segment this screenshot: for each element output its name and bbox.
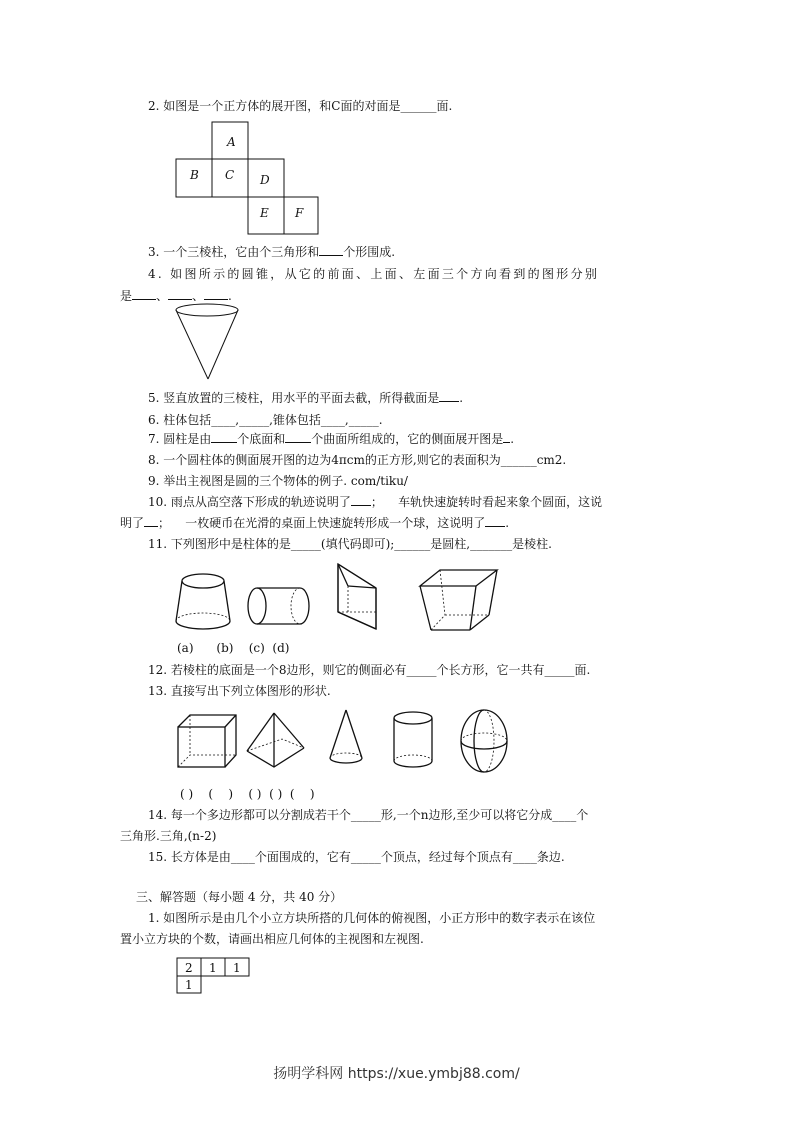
question-8: 8. 一个圆柱体的侧面展开图的边为4πcm的正方形,则它的表面积为______cm2. bbox=[148, 453, 567, 467]
cube-net-figure bbox=[175, 122, 320, 237]
grid-cell-top-3: 1 bbox=[233, 961, 241, 975]
grid-cell-top-1: 2 bbox=[185, 961, 193, 975]
question-10-line1: 10. 雨点从高空落下形成的轨迹说明了 ； 车轨快速旋转时看起来象个圆面，这说 bbox=[148, 495, 603, 509]
answer-blanks-q13: ( ) ( ) ( ) ( ) ( ) bbox=[180, 787, 315, 801]
solids-figure-q11 bbox=[170, 560, 510, 640]
horizontal-cylinder-shape bbox=[248, 588, 309, 624]
question-9: 9. 举出主视图是圆的三个物体的例子. com/tiku/ bbox=[148, 474, 408, 488]
question-7: 7. 圆柱是由 个底面和 个曲面所组成的，它的侧面展开图是 . bbox=[148, 432, 515, 446]
section-3-q1-line1: 1. 如图所示是由几个小立方块所搭的几何体的俯视图，小正方形中的数字表示在该位 bbox=[148, 911, 596, 925]
net-label-d: D bbox=[260, 173, 270, 187]
solids-figure-q13 bbox=[170, 705, 530, 780]
net-label-a: A bbox=[227, 135, 236, 149]
cone-shape bbox=[330, 710, 362, 763]
truncated-prism-shape bbox=[420, 570, 497, 630]
cube-shape bbox=[178, 715, 236, 767]
pyramid-shape bbox=[247, 713, 304, 767]
triangular-prism-shape bbox=[338, 564, 376, 629]
top-view-grid bbox=[176, 957, 256, 997]
section-3-heading: 三、解答题（每小题 4 分，共 40 分） bbox=[136, 890, 343, 904]
section-3-q1-line2: 置小立方块的个数，请画出相应几何体的主视图和左视图. bbox=[120, 932, 424, 946]
question-15: 15. 长方体是由____个面围成的，它有_____个顶点，经过每个顶点有____条边. bbox=[148, 850, 565, 864]
question-14-line1: 14. 每一个多边形都可以分割成若干个_____形,一个n边形,至少可以将它分成____个 bbox=[148, 808, 589, 822]
grid-cell-top-2: 1 bbox=[209, 961, 217, 975]
question-2: 2. 如图是一个正方体的展开图，和C面的对面是______面. bbox=[148, 99, 453, 113]
net-label-c: C bbox=[225, 168, 235, 182]
solids-labels-q11: (a) (b) (c) (d) bbox=[177, 641, 290, 655]
cylinder-shape bbox=[394, 712, 432, 767]
frustum-shape bbox=[176, 574, 230, 629]
question-3: 3. 一个三棱柱，它由个三角形和 个形围成. bbox=[148, 245, 396, 259]
question-14-line2: 三角形.三角,(n-2) bbox=[120, 829, 217, 843]
question-4-line1: 4. 如图所示的圆锥，从它的前面、上面、左面三个方向看到的图形分别 bbox=[148, 267, 600, 281]
question-10-line2: 明了 ； 一枚硬币在光滑的桌面上快速旋转形成一个球，这说明了 . bbox=[120, 516, 510, 530]
question-12: 12. 若棱柱的底面是一个8边形，则它的侧面必有_____个长方形，它一共有_____面. bbox=[148, 663, 591, 677]
net-label-b: B bbox=[190, 168, 199, 182]
net-label-e: E bbox=[260, 206, 269, 220]
grid-cell-bottom-1: 1 bbox=[185, 978, 193, 992]
cone-figure bbox=[174, 302, 244, 382]
question-6: 6. 柱体包括____,_____,锥体包括____,_____. bbox=[148, 413, 383, 427]
sphere-shape bbox=[461, 710, 507, 772]
question-11: 11. 下列图形中是柱体的是_____(填代码即可);______是圆柱,_______是棱柱. bbox=[148, 537, 552, 551]
footer-watermark: 扬明学科网 https://xue.ymbj88.com/ bbox=[273, 1066, 520, 1082]
question-4-line2: 是 、 、 . bbox=[120, 289, 232, 303]
net-label-f: F bbox=[295, 206, 304, 220]
question-5: 5. 竖直放置的三棱柱，用水平的平面去截，所得截面是 . bbox=[148, 391, 464, 405]
question-13: 13. 直接写出下列立体图形的形状. bbox=[148, 684, 331, 698]
